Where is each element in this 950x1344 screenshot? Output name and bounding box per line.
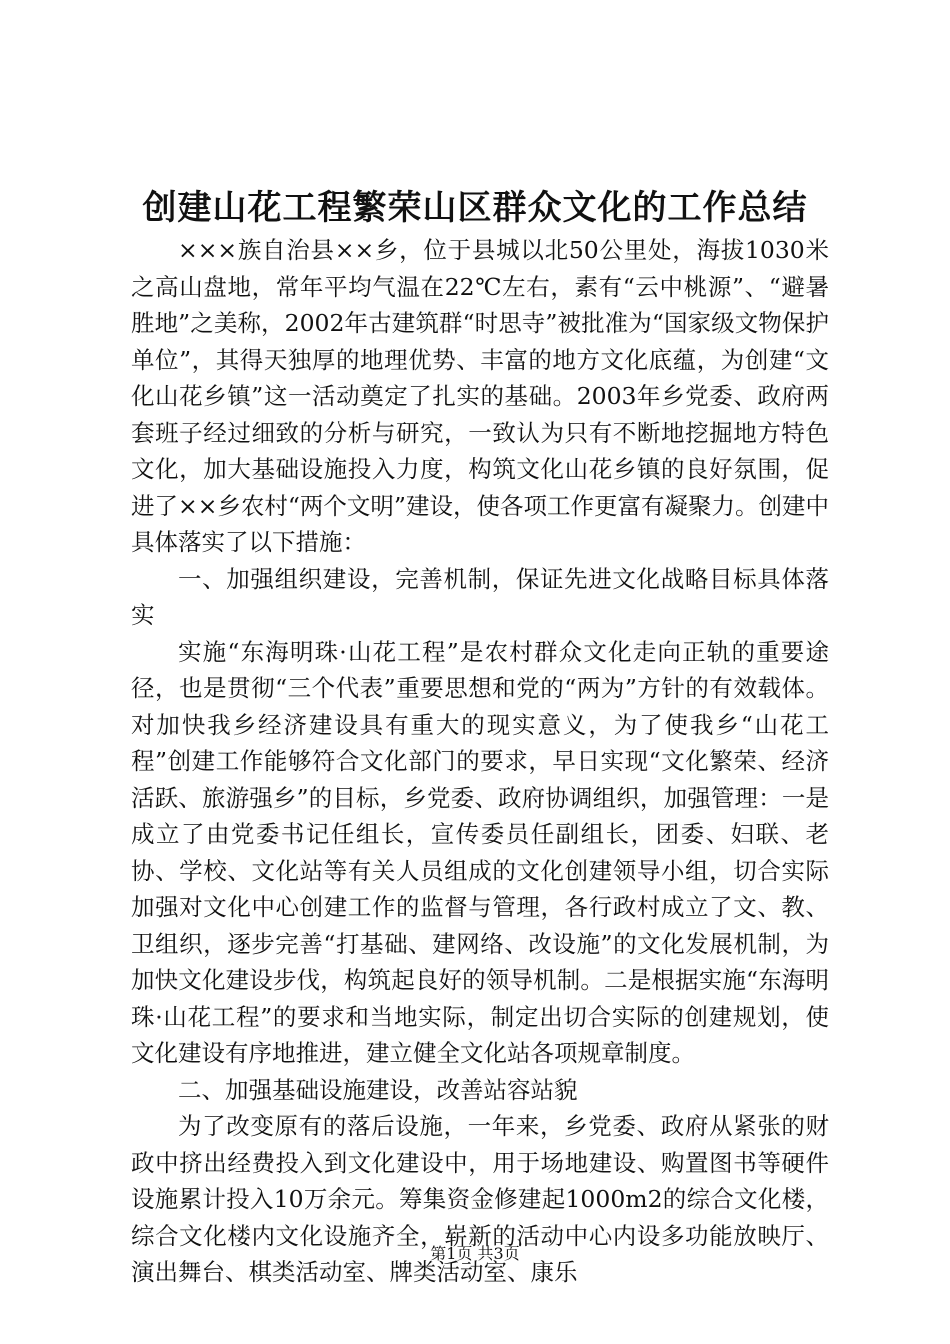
- section-2-paragraph: 为了改变原有的落后设施，一年来，乡党委、政府从紧张的财政中挤出经费投入到文化建设中，用于场地建设、购置图书等硬件设施累计投入10万余元。筹集资金修建起1000m2的综合文化楼，综合文化楼内文化设施齐全，崭新的活动中心内设多功能放映厅、演出舞台、棋类活动室、牌类活动室、康乐: [131, 1112, 829, 1286]
- document-title: 创建山花工程繁荣山区群众文化的工作总结: [142, 188, 808, 228]
- intro-paragraph: ×××族自治县××乡，位于县城以北50公里处，海拔1030米之高山盘地，常年平均气温在22℃左右，素有“云中桃源”、“避暑胜地”之美称，2002年古建筑群“时思寺”被批准为“国家级文物保护单位”，其得天独厚的地理优势、丰富的地方文化底蕴，为创建“文化山花乡镇”这一活动奠定了扎实的基础。2003年乡党委、政府两套班子经过细致的分析与研究，一致认为只有不断地挖掘地方特色文化，加大基础设施投入力度，构筑文化山花乡镇的良好氛围，促进了××乡农村“两个文明”建设，使各项工作更富有凝聚力。创建中具体落实了以下措施：: [131, 236, 829, 556]
- section-1-paragraph: 实施“东海明珠·山花工程”是农村群众文化走向正轨的重要途径，也是贯彻“三个代表”重要思想和党的“两为”方针的有效载体。对加快我乡经济建设具有重大的现实意义，为了使我乡“山花工程”创建工作能够符合文化部门的要求，早日实现“文化繁荣、经济活跃、旅游强乡”的目标，乡党委、政府协调组织，加强管理：一是成立了由党委书记任组长，宣传委员任副组长，团委、妇联、老协、学校、文化站等有关人员组成的文化创建领导小组，切合实际加强对文化中心创建工作的监督与管理，各行政村成立了文、教、卫组织，逐步完善“打基础、建网络、改设施”的文化发展机制，为加快文化建设步伐，构筑起良好的领导机制。二是根据实施“东海明珠·山花工程”的要求和当地实际，制定出切合实际的创建规划，使文化建设有序地推进，建立健全文化站各项规章制度。: [131, 637, 829, 1067]
- section-heading-2: 二、加强基础设施建设，改善站容站貌: [178, 1075, 578, 1104]
- page-footer: 第1页 共3页: [430, 1244, 520, 1263]
- document-body: [131, 232, 829, 1291]
- section-heading-1: 一、加强组织建设，完善机制，保证先进文化战略目标具体落实: [131, 564, 829, 629]
